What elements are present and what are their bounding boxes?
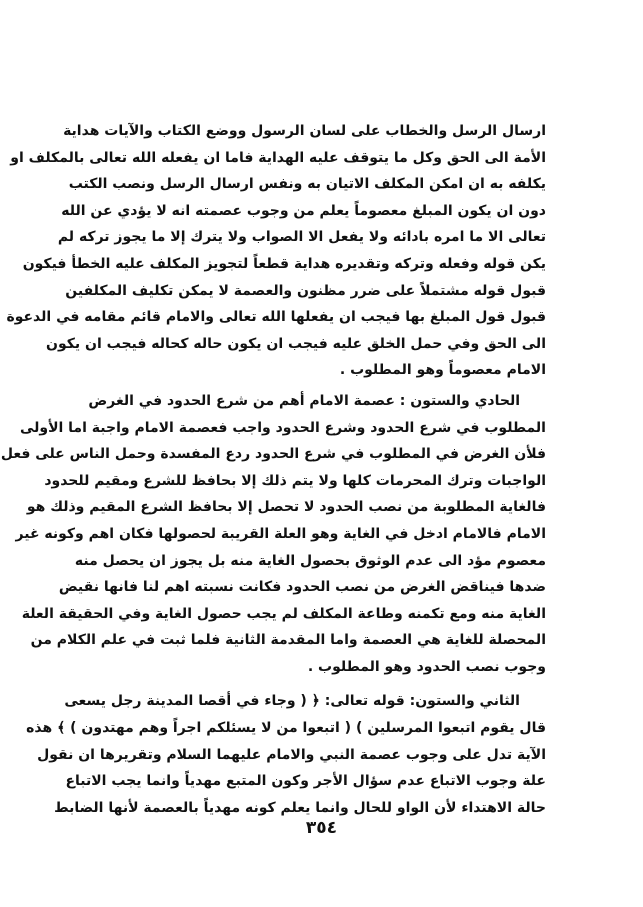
text-line: علة وجوب الاتباع عدم سؤال الأجر وكون المتبع مهدياً وانما يجب الاتباع (65, 773, 546, 790)
text-line: الحادي والستون : عصمة الامام أهم من شرع الحدود في الغرض (88, 392, 520, 409)
page-number: ٣٥٤ (305, 818, 338, 838)
text-line: تعالى الا ما امره بادائه ولا يفعل الا الصواب ولا يترك إلا ما يجوز تركه لم (57, 229, 546, 246)
text-line: وجوب نصب الحدود وهو المطلوب . (307, 658, 546, 675)
text-line: فلأن الغرض في المطلوب في شرع الحدود ردع المفسدة وحمل الناس على فعل (0, 446, 546, 463)
text-line: قبول قوله مشتملاً على ضرر مظنون والعصمة لا يمكن تكليف المكلفين (65, 282, 546, 299)
text-line: المحصلة للغاية هي العصمة واما المقدمة الثانية فلما ثبت في علم الكلام من (30, 632, 546, 649)
text-line: ضدها فيناقض الغرض من نصب الحدود فكانت نسبته اهم لنا فانها نقيض (58, 579, 546, 596)
text-line: يكلفه به ان امكن المكلف الاتيان به ونفس ارسال الرسل ونصب الكتب (68, 176, 546, 193)
text-line: الامام فالامام ادخل في الغاية وهو العلة القريبة لحصولها فكان اهم وكونه غير (15, 525, 546, 542)
text-line: قبول قول المبلغ بها فيجب ان يفعلها الله تعالى والامام قائم مقامه في الدعوة (6, 309, 546, 326)
text-line: الآية تدل على وجوب عصمة النبي والامام عليهما السلام وتقريرها ان نقول (37, 746, 546, 763)
text-line: قال يقوم اتبعوا المرسلين ) ( اتبعوا من لا يسئلكم اجراً وهم مهتدون ) ﴾ هذه (26, 720, 546, 737)
text-line: الواجبات وترك المحرمات كلها ولا يتم ذلك إلا بحافظ للشرع ومقيم للحدود (44, 472, 546, 489)
text-line: الثاني والستون: قوله تعالى: ﴿ ( وجاء في أقصا المدينة رجل يسعى (64, 693, 520, 710)
text-line: ارسال الرسل والخطاب على لسان الرسول ووضع الكتاب والآيات هداية (63, 123, 546, 139)
text-line: الامام معصوماً وهو المطلوب . (339, 362, 546, 379)
paragraph-1 (6, 118, 546, 384)
text-line: فالغاية المطلوبة من نصب الحدود لا تحصل إلا بحافظ الشرع المقيم وذلك هو (26, 499, 546, 516)
text-line: معصوم مؤد الى عدم الوثوق بحصول الغاية منه بل يجوز ان يحصل منه (74, 552, 546, 569)
paragraph-3-sixty-second (26, 688, 546, 821)
text-line: الغاية منه ومع تكمنه وطاعة المكلف لم يجب حصول الغاية وفي الحقيقة العلة (21, 605, 546, 622)
paragraph-2-sixty-first (0, 388, 546, 681)
text-line: يكن قوله وفعله وتركه وتقديره هداية قطعاً لتجويز المكلف عليه الخطأ فيكون (22, 255, 546, 272)
text-line: الأمة الى الحق وكل ما يتوقف عليه الهداية فاما ان يفعله الله تعالى بالمكلف او (10, 149, 546, 166)
text-line: حالة الاهتداء لأن الواو للحال وانما يعلم كونه مهدياً بالعصمة لأنها الضابط (54, 799, 546, 816)
text-line: الى الحق وفي حمل الخلق عليه فيجب ان يكون حاله كحاله فيجب ان يكون (46, 335, 546, 352)
text-line: دون ان يكون المبلغ معصوماً يعلم من وجوب عصمته انه لا يؤدي عن الله (61, 202, 546, 219)
text-line: المطلوب في شرع الحدود وشرع الحدود واجب فعصمة الامام واجبة اما الأولى (19, 419, 546, 436)
page-body (0, 118, 546, 824)
